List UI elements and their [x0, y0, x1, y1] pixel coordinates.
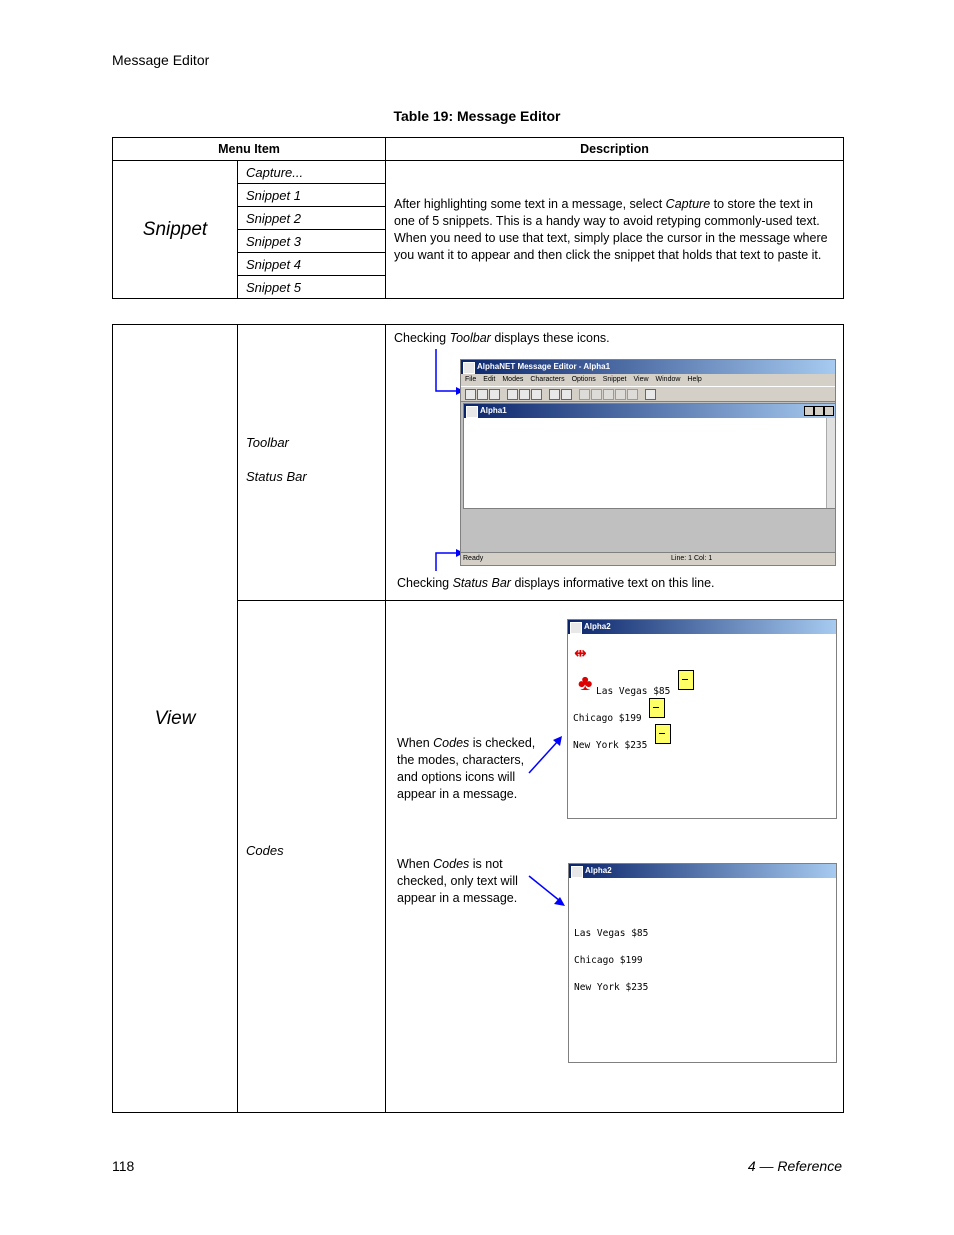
- app-icon: [463, 362, 475, 374]
- vertical-scrollbar: [826, 418, 836, 508]
- maximize-icon: [814, 406, 824, 416]
- editor-window-screenshot: [460, 359, 836, 566]
- new-icon: [465, 389, 476, 400]
- option-code-icon: [649, 698, 665, 718]
- snippet-subitem: Snippet 1: [238, 184, 386, 207]
- menu-view-label: View: [113, 325, 238, 1113]
- table-caption: Table 19: Message Editor: [393, 108, 561, 124]
- paste-icon: [531, 389, 542, 400]
- editor-title-bar: AlphaNET Message Editor - Alpha1: [461, 360, 835, 374]
- message-line: Las Vegas $85: [596, 686, 671, 697]
- option-code-icon: [655, 724, 671, 744]
- codes-on-note: When Codes is checked, the modes, characters, and options icons will appear in a message.: [397, 736, 536, 801]
- editor-status-bar: [461, 552, 835, 565]
- send-icon: [561, 389, 572, 400]
- view-statusbar-item: Status Bar: [246, 469, 307, 484]
- menu-characters: Characters: [530, 376, 565, 383]
- snippet-icon: [603, 389, 614, 400]
- col-header-description: Description: [386, 138, 844, 161]
- toolbar-statusbar-description: [386, 325, 844, 601]
- menu-help: Help: [687, 376, 702, 383]
- close-icon: [824, 406, 834, 416]
- snippet-subitem: Snippet 5: [238, 276, 386, 299]
- alpha1-title-bar: Alpha1: [464, 404, 836, 418]
- snippet-subitem: Snippet 3: [238, 230, 386, 253]
- cut-icon: [507, 389, 518, 400]
- copy-icon: [519, 389, 530, 400]
- alpha2-title-bar: Alpha2: [568, 620, 836, 634]
- statusbar-note: Checking Status Bar displays informative text on this line.: [397, 576, 715, 590]
- character-code-icon: ♣: [578, 670, 593, 695]
- alpha2-codes-window: [567, 619, 837, 819]
- status-line-col: Line: 1 Col: 1: [671, 555, 713, 562]
- menu-view: View: [633, 376, 649, 383]
- minimize-icon: [804, 406, 814, 416]
- help-icon: [645, 389, 656, 400]
- menu-options: Options: [571, 376, 596, 383]
- message-line: New York $235: [574, 982, 649, 993]
- menu-snippet-label: Snippet: [113, 161, 238, 299]
- page-number: 118: [112, 1158, 135, 1174]
- snippet-subitem: Snippet 2: [238, 207, 386, 230]
- editor-toolbar: [461, 386, 835, 402]
- option-code-icon: [678, 670, 694, 690]
- print-icon: [549, 389, 560, 400]
- codes-off-note: When Codes is not checked, only text will appear in a message.: [397, 857, 518, 905]
- snippet-icon: [591, 389, 602, 400]
- save-icon: [489, 389, 500, 400]
- toolbar-statusbar-cell: [238, 325, 386, 601]
- menu-modes: Modes: [502, 376, 524, 383]
- alpha1-child-window: [463, 403, 836, 509]
- codes-description: [386, 601, 844, 1113]
- snippet-description: After highlighting some text in a message, select Capture to store the text in one of 5 snippets. This is a handy way to avoid retyping commonly-used text. When you need to use that text, simply place the cursor in the message where you want it to appear and then click the snippet that holds that text to paste it.: [386, 161, 844, 299]
- chapter-label: 4 — Reference: [747, 1158, 842, 1174]
- doc-icon: [570, 622, 582, 634]
- menu-file: File: [465, 376, 477, 383]
- message-line: New York $235: [573, 740, 648, 751]
- codes-on-arrow: [526, 733, 566, 777]
- message-line: Chicago $199: [574, 955, 643, 966]
- snippet-icon: [579, 389, 590, 400]
- snippet-subitem: Capture...: [238, 161, 386, 184]
- status-ready: Ready: [463, 555, 484, 562]
- menu-edit: Edit: [483, 376, 496, 383]
- view-table: [112, 324, 844, 1113]
- snippet-icon: [615, 389, 626, 400]
- snippet-icon: [627, 389, 638, 400]
- codes-cell: [238, 601, 386, 1113]
- alpha2-text-window: [568, 863, 837, 1063]
- snippet-table: [112, 137, 844, 299]
- open-icon: [477, 389, 488, 400]
- doc-icon: [466, 406, 478, 418]
- menu-window: Window: [655, 376, 681, 383]
- menu-snippet: Snippet: [602, 376, 627, 383]
- mode-code-icon: ⇹: [574, 645, 587, 662]
- col-header-menu-item: Menu Item: [113, 138, 386, 161]
- codes-off-arrow: [526, 873, 570, 909]
- message-line: Las Vegas $85: [574, 928, 649, 939]
- view-codes-item: Codes: [246, 843, 284, 858]
- message-line: Chicago $199: [573, 713, 642, 724]
- running-header: Message Editor: [112, 52, 210, 68]
- toolbar-note: Checking Toolbar displays these icons.: [394, 331, 610, 345]
- view-toolbar-item: Toolbar: [246, 435, 289, 450]
- snippet-subitem: Snippet 4: [238, 253, 386, 276]
- alpha2-title-bar: Alpha2: [569, 864, 836, 878]
- doc-icon: [571, 866, 583, 878]
- editor-menu-bar: [461, 374, 835, 386]
